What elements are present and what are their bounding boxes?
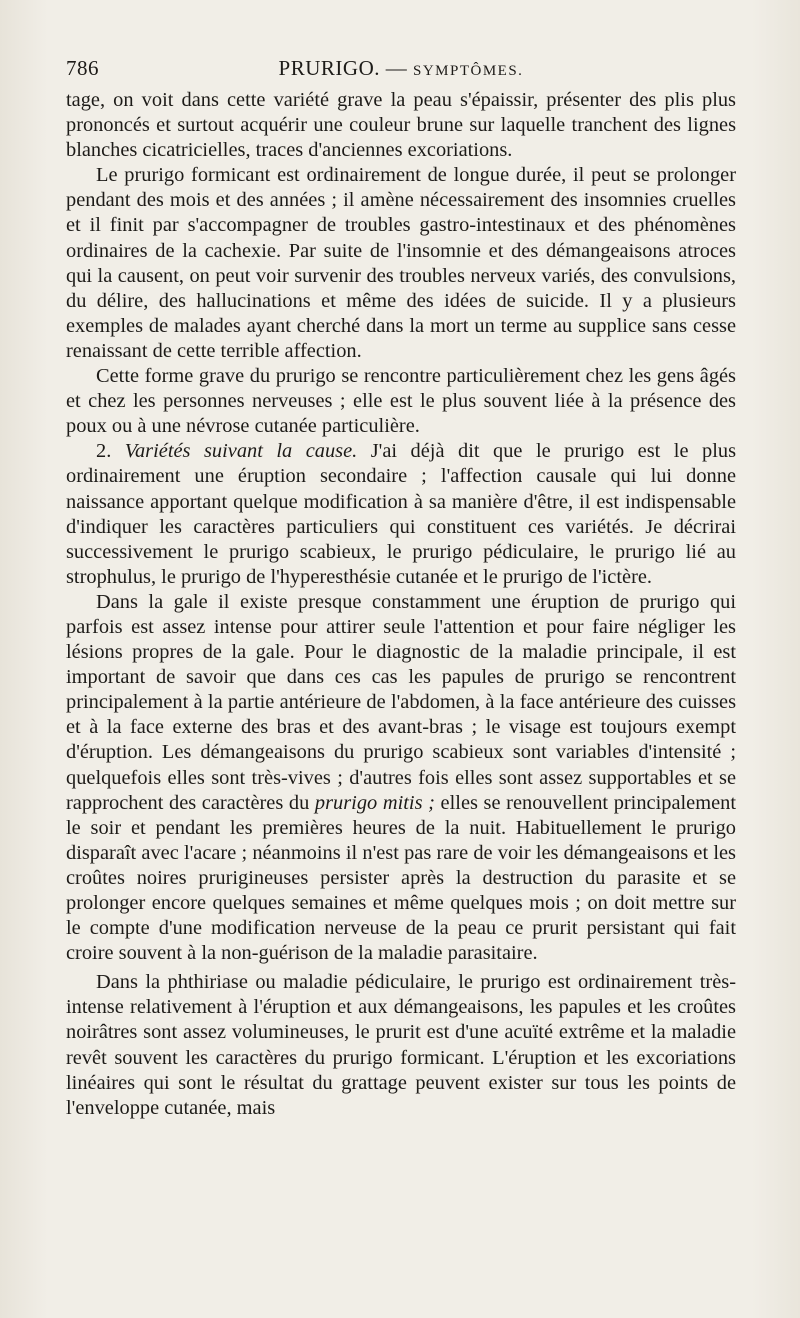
paragraph-continuation: tage, on voit dans cette variété grave la peau s'épaissir, présenter des plis plus prononcés et surtout acquérir une couleur brune sur laquelle tranchent des lignes blanches cicatricielles, traces d'anciennes excoriations. [66, 89, 736, 162]
header-separator: — [385, 56, 408, 80]
section-heading: Variétés suivant la cause. [124, 440, 358, 463]
running-title [66, 56, 736, 81]
paragraph-varietes-text: J'ai déjà dit que le prurigo est le plus ordinairement une éruption secondaire ; l'affection causale qui lui donne naissance apportant quelque modification à sa manière d'être, il est indispensable d'indiquer les caractères particuliers qui constituent ces variétés. Je décrirai successivement le prurigo scabieux, le prurigo pédiculaire, le prurigo lié au strophulus, le prurigo de l'hyperesthésie cutanée et le prurigo de l'ictère. [66, 440, 737, 588]
paragraph-gale-text-b: elles se renouvellent principalement le soir et pendant les premières heures de la nuit. Habituellement le prurigo disparaît avec l'acare ; néanmoins il n'est pas rare de voir les démangeaisons et les croûtes noires prurigineuses persister après la destruction du parasite et se prolonger encore quelques semaines et même quelques mois ; on doit mettre sur le compte d'une modification nerveuse de la peau ce prurit persistant qui fait croire souvent à la non-guérison de la maladie parasitaire. [66, 791, 736, 965]
paragraph-prurigo-formicant: Le prurigo formicant est ordinairement de longue durée, il peut se prolonger pendant des mois et des années ; il amène nécessairement des insomnies cruelles et il finit par s'accompagner de troubles gastro-intestinaux et des phénomènes ordinaires de la cachexie. Par suite de l'insomnie et des démangeaisons atroces qui la causent, on peut voir survenir des troubles nerveux variés, des convulsions, du délire, des hallucinations et même des idées de suicide. Il y a plusieurs exemples de malades ayant cherché dans la mort un terme au supplice sans cesse renaissant de cette terrible affection. [66, 164, 736, 362]
header-title: PRURIGO. [278, 56, 380, 80]
section-number: 2. [96, 440, 125, 463]
italic-term: prurigo mitis ; [314, 791, 435, 814]
body-text [66, 88, 736, 1121]
running-header [66, 52, 736, 88]
paragraph-gale-text-a: Dans la gale il existe presque constamment une éruption de prurigo qui parfois est assez intense pour attirer seule l'attention et pour faire négliger les lésions propres de la gale. Pour le diagnostic de la maladie principale, il est important de savoir que dans ces cas les papules de prurigo se rencontrent principalement à la partie antérieure de l'abdomen, à la face antérieure des cuisses et à la face externe des bras et des avant-bras ; le visage est toujours exempt d'éruption. Les démangeaisons du prurigo scabieux sont variables d'intensité ; quelquefois elles sont très-vives ; d'autres fois elles sont assez supportables et se rapprochent des caractères du [66, 590, 736, 814]
paragraph-gale [66, 590, 736, 966]
header-section: SYMPTÔMES. [412, 63, 524, 79]
paragraph-phthiriase: Dans la phthiriase ou maladie pédiculaire, le prurigo est ordinairement très-intense relativement à l'éruption et aux démangeaisons, les papules et les croûtes noirâtres sont assez volumineuses, le prurit est d'une acuïté extrême et la maladie revêt souvent les caractères du prurigo formicant. L'éruption et les excoriations linéaires qui sont le résultat du grattage peuvent exister sur tous les points de l'enveloppe cutanée, mais [66, 971, 736, 1119]
paragraph-forme-grave: Cette forme grave du prurigo se rencontre particulièrement chez les gens âgés et chez les personnes nerveuses ; elle est le plus souvent liée à la présence des poux ou à une névrose cutanée particulière. [66, 365, 736, 438]
page-number: 786 [66, 56, 99, 80]
paragraph-varietes [66, 439, 736, 590]
